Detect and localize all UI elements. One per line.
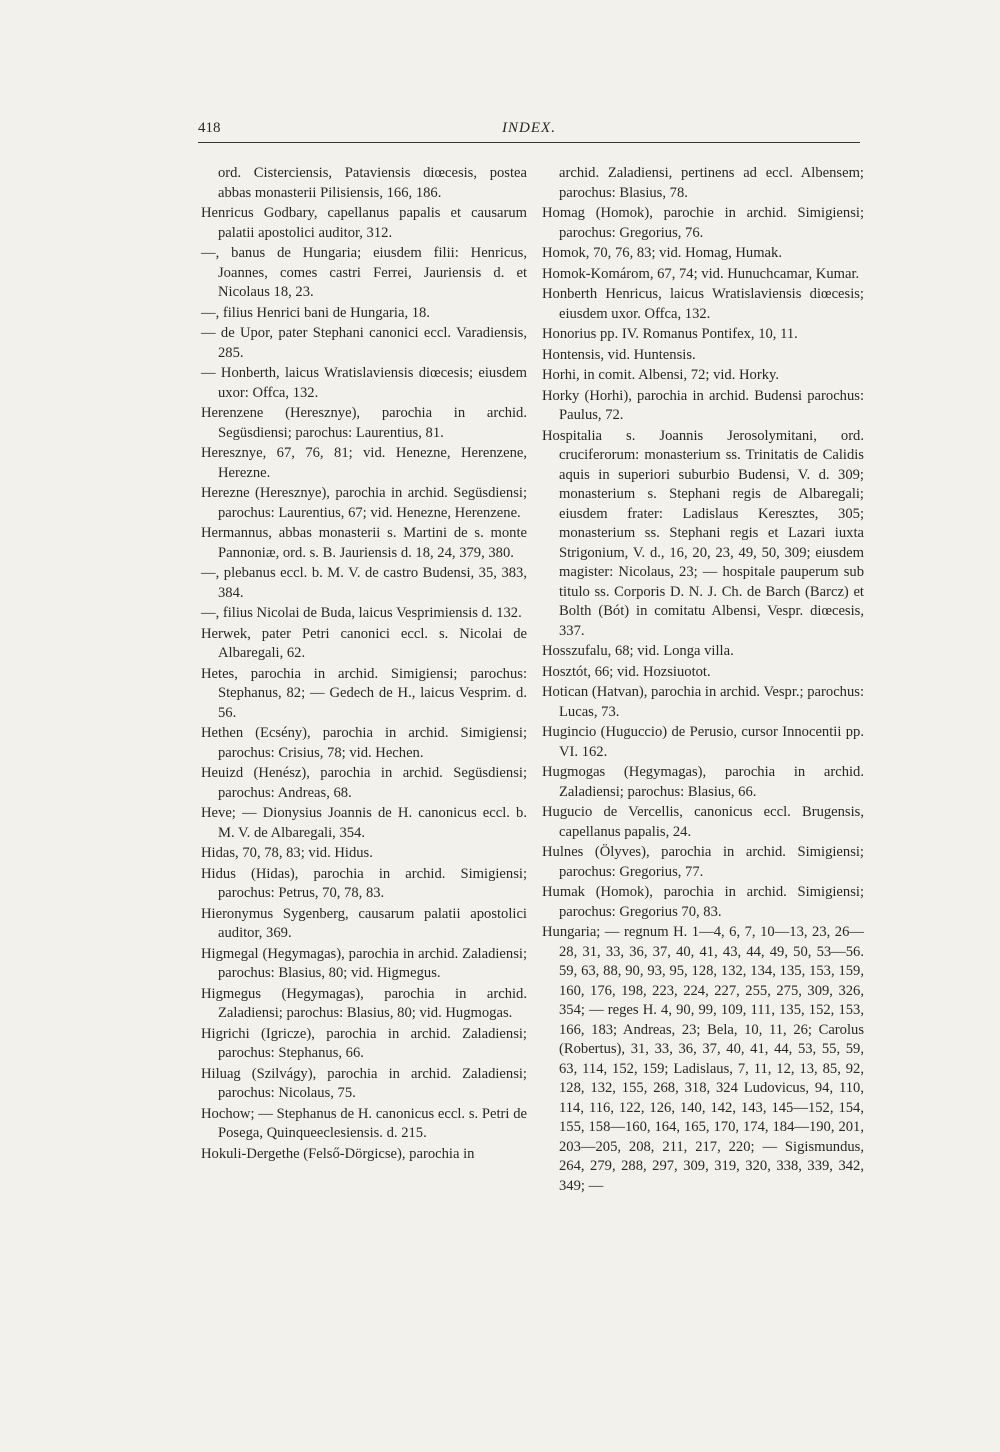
index-entry: Honberth Henricus, laicus Wratislaviensis diœcesis; eiusdem uxor. Offca, 132. <box>542 286 864 322</box>
index-entry: Higmegal (Hegymagas), parochia in archid. Zaladiensi; parochus: Blasius, 80; vid. Higmegus. <box>201 945 527 981</box>
index-entry: Homok, 70, 76, 83; vid. Homag, Humak. <box>542 245 782 261</box>
index-entry: —, filius Nicolai de Buda, laicus Vesprimiensis d. 132. <box>201 605 522 621</box>
index-entry: Hokuli-Dergethe (Felső-Dörgicse), parochia in <box>201 1145 475 1162</box>
index-entry: Hugmogas (Hegymagas), parochia in archid. Zaladiensi; parochus: Blasius, 66. <box>542 764 864 800</box>
index-entry: Hieronymus Sygenberg, causarum palatii apostolici auditor, 369. <box>201 905 527 941</box>
index-entry: —, plebanus eccl. b. M. V. de castro Budensi, 35, 383, 384. <box>201 565 527 601</box>
index-entry: Henricus Godbary, capellanus papalis et causarum palatii apostolici auditor, 312. <box>201 205 527 241</box>
index-entry: Horky (Horhi), parochia in archid. Budensi parochus: Paulus, 72. <box>542 387 864 423</box>
index-entry: Hermannus, abbas monasterii s. Martini de s. monte Pannoniæ, ord. s. B. Jauriensis d. 18, 24, 379, 380. <box>201 525 527 561</box>
index-entry: Hiluag (Szilvágy), parochia in archid. Zaladiensi; parochus: Nicolaus, 75. <box>201 1065 527 1101</box>
index-entry: Hospitalia s. Joannis Jerosolymitani, ord. cruciferorum: monasterium ss. Trinitatis de Calidis aquis in superiori suburbio Budensi, V. d. 309; monasterium s. Stephani regis de Albaregali; eiusdem frater: Ladislaus Keresztes, 305; monasterium ss. Stephani regis et Lazari iuxta Strigonium, V. d., 16, 20, 23, 49, 50, 309; eiusdem magister: Nicolaus, 23; — hospitale pauperum sub titulo ss. Corporis D. N. J. Ch. de Barch (Barcz) et Bolth (Bót) in comitatu Albensi, Vespr. diœcesis, 337. <box>542 427 864 639</box>
index-entry: Hosszufalu, 68; vid. Longa villa. <box>542 643 734 659</box>
left-column <box>201 164 527 1165</box>
index-entry: Hotican (Hatvan), parochia in archid. Vespr.; parochus: Lucas, 73. <box>542 684 864 720</box>
index-entry: Heve; — Dionysius Joannis de H. canonicus eccl. b. M. V. de Albaregali, 354. <box>201 805 527 841</box>
page-number: 418 <box>198 120 221 136</box>
index-entry: Hulnes (Ölyves), parochia in archid. Simigiensi; parochus: Gregorius, 77. <box>542 844 864 880</box>
index-entry: archid. Zaladiensi, pertinens ad eccl. Albensem; parochus: Blasius, 78. <box>559 165 864 201</box>
page-header <box>198 118 860 143</box>
index-entry: Humak (Homok), parochia in archid. Simigiensi; parochus: Gregorius 70, 83. <box>542 884 864 920</box>
index-entry: Hugincio (Huguccio) de Perusio, cursor Innocentii pp. VI. 162. <box>542 724 864 760</box>
index-entry: Hidas, 70, 78, 83; vid. Hidus. <box>201 845 373 861</box>
index-entry: Honorius pp. IV. Romanus Pontifex, 10, 11. <box>542 326 798 342</box>
index-entry: Hetes, parochia in archid. Simigiensi; parochus: Stephanus, 82; — Gedech de H., laicus Vesprim. d. 56. <box>201 665 527 721</box>
running-title: INDEX. <box>502 120 556 136</box>
index-entry: Hontensis, vid. Huntensis. <box>542 346 696 363</box>
index-entry: Homag (Homok), parochie in archid. Simigiensi; parochus: Gregorius, 76. <box>542 205 864 241</box>
index-entry: Herwek, pater Petri canonici eccl. s. Nicolai de Albaregali, 62. <box>201 625 527 661</box>
index-entry: Herenzene (Heresznye), parochia in archid. Següsdiensi; parochus: Laurentius, 81. <box>201 405 527 441</box>
index-entry: Hidus (Hidas), parochia in archid. Simigiensi; parochus: Petrus, 70, 78, 83. <box>201 865 527 901</box>
index-entry: Hugucio de Vercellis, canonicus eccl. Brugensis, capellanus papalis, 24. <box>542 804 864 840</box>
index-entry: — Honberth, laicus Wratislaviensis diœcesis; eiusdem uxor: Offca, 132. <box>201 365 527 401</box>
right-column <box>542 164 864 1197</box>
index-entry: Hethen (Ecsény), parochia in archid. Simigiensi; parochus: Crisius, 78; vid. Hechen. <box>201 725 527 761</box>
index-entry: —, filius Henrici bani de Hungaria, 18. <box>201 304 430 321</box>
index-entry: Horhi, in comit. Albensi, 72; vid. Horky. <box>542 367 779 383</box>
index-entry: Hungaria; — regnum H. 1—4, 6, 7, 10—13, 23, 26—28, 31, 33, 36, 37, 40, 41, 43, 44, 49, 50, 53—56. 59, 63, 88, 90, 93, 95, 128, 132, 134, 135, 153, 159, 160, 176, 198, 223, 224, 227, 255, 275, 309, 326, 354; — reges H. 4, 90, 99, 109, 111, 135, 152, 153, 166, 183; Andreas, 23; Bela, 10, 11, 26; Carolus (Robertus), 31, 33, 36, 37, 40, 41, 44, 53, 55, 59, 63, 114, 152, 159; Ladislaus, 7, 11, 12, 13, 85, 92, 128, 132, 155, 268, 318, 324 Ludovicus, 94, 110, 114, 116, 122, 126, 140, 142, 143, 145—152, 154, 155, 158—160, 164, 165, 170, 174, 184—190, 201, 203—205, 208, 211, 217, 220; — Sigismundus, 264, 279, 288, 297, 309, 319, 320, 338, 339, 342, 349; — <box>542 924 864 1194</box>
index-entry: —, banus de Hungaria; eiusdem filii: Henricus, Joannes, comes castri Ferrei, Jauriensis d. et Nicolaus 18, 23. <box>201 245 527 300</box>
index-entry: — de Upor, pater Stephani canonici eccl. Varadiensis, 285. <box>201 325 527 361</box>
index-entry: Heresznye, 67, 76, 81; vid. Henezne, Herenzene, Herezne. <box>201 445 527 481</box>
index-entry: Hochow; — Stephanus de H. canonicus eccl. s. Petri de Posega, Quinqueeclesiensis. d. 215. <box>201 1105 527 1141</box>
index-entry: Heuizd (Henész), parochia in archid. Següsdiensi; parochus: Andreas, 68. <box>201 765 527 801</box>
index-entry: Higrichi (Igricze), parochia in archid. Zaladiensi; parochus: Stephanus, 66. <box>201 1025 527 1061</box>
index-entry: Herezne (Heresznye), parochia in archid. Següsdiensi; parochus: Laurentius, 67; vid. Henezne, Herenzene. <box>201 485 527 521</box>
index-entry: Homok-Komárom, 67, 74; vid. Hunuchcamar, Kumar. <box>542 265 860 282</box>
index-entry: ord. Cisterciensis, Pataviensis diœcesis, postea abbas monasterii Pilisiensis, 166, 186. <box>218 165 527 201</box>
index-entry: Hosztót, 66; vid. Hozsiuotot. <box>542 663 711 680</box>
index-entry: Higmegus (Hegymagas), parochia in archid. Zaladiensi; parochus: Blasius, 80; vid. Hugmogas. <box>201 985 527 1021</box>
